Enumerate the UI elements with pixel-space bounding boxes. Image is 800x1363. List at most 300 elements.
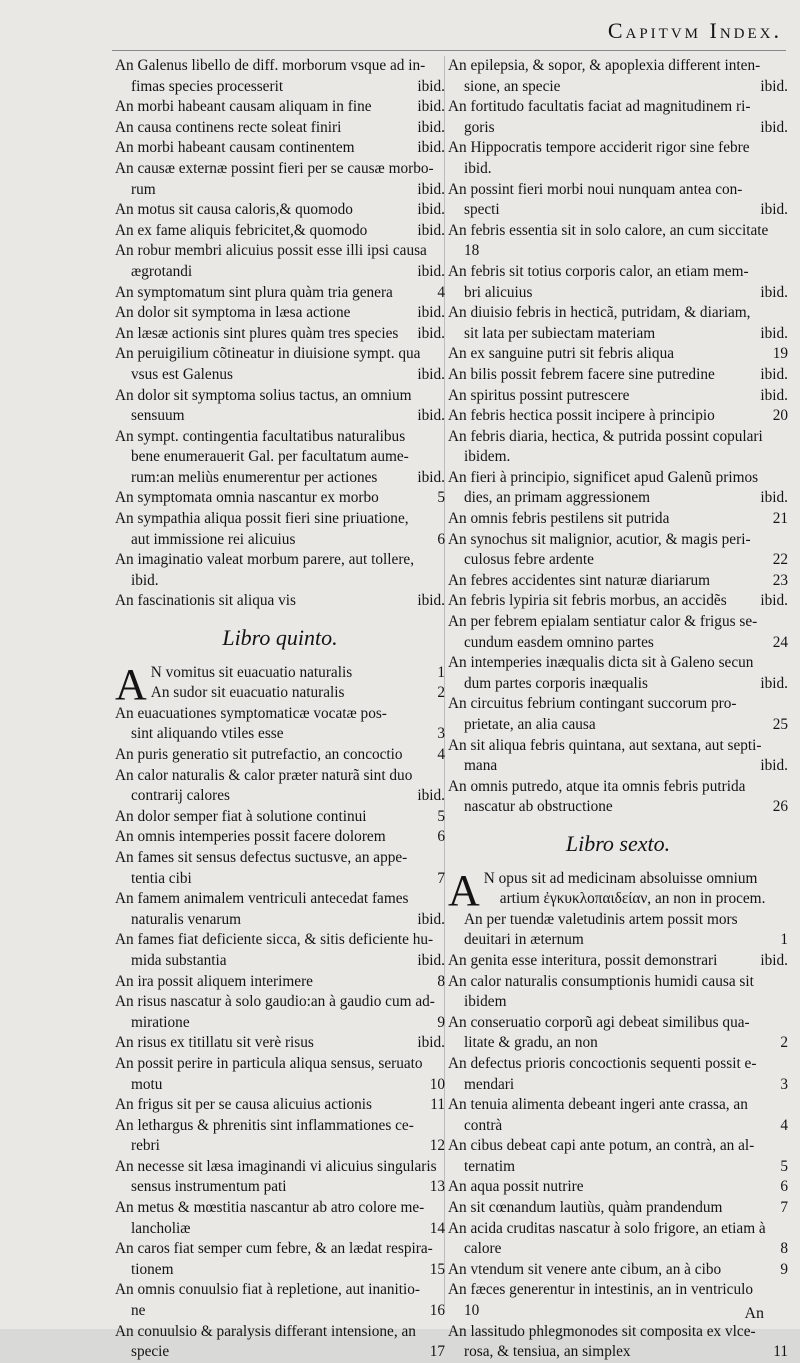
entry-line [448, 715, 788, 736]
page-ref: 4 [780, 1116, 788, 1134]
index-entry [115, 1322, 445, 1363]
entry-text: mana [464, 757, 498, 775]
entry-text: An frigus sit per se causa alicuius actionis [115, 1096, 373, 1114]
drop-cap: A [448, 865, 480, 915]
entry-text: N opus sit ad medicinam absoluisse omnium [483, 869, 758, 887]
page-ref: ibid. [417, 910, 445, 928]
page-ref: ibid. [417, 787, 445, 805]
entry-line [448, 324, 788, 345]
entry-line [448, 303, 788, 324]
entry-text: 10 [464, 1302, 480, 1320]
index-entry [448, 1095, 788, 1136]
entry-text: ternatim [464, 1157, 515, 1175]
page-ref: 4 [437, 283, 445, 301]
entry-text: ne [131, 1302, 146, 1320]
entry-text: sensus instrumentum pati [131, 1178, 287, 1196]
section-title-sexto: Libro sexto. [565, 830, 671, 856]
entry-line [448, 1260, 788, 1281]
index-entry [115, 745, 445, 766]
entry-line [115, 972, 445, 993]
entry-line [115, 488, 445, 509]
entry-line [115, 571, 445, 592]
entry-line [115, 97, 445, 118]
page-ref: ibid. [760, 674, 788, 692]
index-entry [115, 683, 445, 704]
entry-text: litate & gradu, an non [464, 1034, 598, 1052]
page-ref: 20 [772, 407, 788, 425]
entry-line [448, 386, 788, 407]
entry-text: An sympathia aliqua possit fieri sine priuatione, [115, 510, 409, 528]
page-ref: ibid. [760, 365, 788, 383]
entry-line [448, 951, 788, 972]
entry-text: ægrotandi [131, 262, 193, 280]
entry-text: An lassitudo phlegmonodes sit composita ex vlce- [448, 1322, 756, 1340]
page-ref: ibid. [417, 592, 445, 610]
entry-line [448, 674, 788, 695]
index-entry [448, 262, 788, 303]
entry-line [115, 303, 445, 324]
entry-line [448, 910, 788, 931]
entry-text: An morbi habeant causam aliquam in fine [115, 98, 372, 116]
entry-line [448, 1177, 788, 1198]
entry-text: An fortitudo facultatis faciat ad magnitudinem ri- [448, 98, 751, 116]
page-ref: ibid. [417, 304, 445, 322]
index-entry [448, 221, 788, 262]
page-ref: ibid. [417, 118, 445, 136]
entry-text: artium ἐγκυκλοπαιδείαν, an non in procem. [499, 890, 766, 908]
entry-line [115, 56, 445, 77]
index-entry [115, 1095, 445, 1116]
entry-line [448, 1342, 788, 1363]
entry-text: bri alicuius [464, 283, 533, 301]
entry-line [115, 930, 445, 951]
page-ref: 19 [772, 345, 788, 363]
page-ref: 15 [429, 1260, 445, 1278]
entry-text: An epilepsia, & sopor, & apoplexia different inten- [448, 57, 761, 74]
entry-text: nascatur ab obstructione [464, 798, 613, 816]
entry-text: An synochus sit malignior, acutior, & magis peri- [448, 530, 751, 548]
entry-line [448, 633, 788, 654]
right-entry-list [448, 56, 788, 818]
index-entry [448, 777, 788, 818]
index-entry [448, 138, 788, 179]
page-ref: 7 [780, 1199, 788, 1217]
index-entry [448, 1260, 788, 1281]
page-ref: ibid. [760, 386, 788, 404]
page-ref: ibid. [417, 98, 445, 116]
page-ref: 1 [780, 931, 788, 949]
entry-text: An ex fame aliquis febricitet,& quomodo [115, 221, 368, 239]
entry-text: An Hippocratis tempore acciderit rigor sine febre [448, 139, 750, 157]
index-entry [448, 509, 788, 530]
index-entry [115, 386, 445, 427]
entry-line [115, 550, 445, 571]
entry-line [115, 1260, 445, 1281]
entry-text: An risus ex titillatu sit verè risus [115, 1034, 314, 1052]
index-entry [115, 889, 445, 930]
entry-line [115, 447, 445, 468]
index-entry [448, 1136, 788, 1177]
entry-text: motu [131, 1075, 163, 1093]
index-entry [448, 1280, 788, 1321]
entry-line [115, 344, 445, 365]
index-entry [115, 488, 445, 509]
entry-line [115, 992, 445, 1013]
entry-text: An læsæ actionis sint plures quàm tres species [115, 324, 399, 342]
entry-line [448, 406, 788, 427]
index-entry [115, 766, 445, 807]
index-entry [448, 972, 788, 1013]
entry-line [448, 992, 788, 1013]
index-entry [448, 303, 788, 344]
entry-text: fimas species processerit [131, 77, 284, 95]
index-entry [115, 283, 445, 304]
page-ref: 6 [437, 828, 445, 846]
index-entry [448, 736, 788, 777]
index-entry [115, 591, 445, 612]
entry-text: An causa continens recte soleat finiri [115, 118, 342, 136]
entry-line [115, 1116, 445, 1137]
entry-text: mida substantia [131, 951, 227, 969]
entry-line [115, 1013, 445, 1034]
catchword: An [744, 1305, 764, 1322]
right-column [448, 56, 788, 1363]
entry-line [115, 406, 445, 427]
running-header: Capitvm Index. [607, 18, 782, 43]
index-entry [448, 365, 788, 386]
entry-line [115, 77, 445, 98]
entry-line [115, 745, 445, 766]
entry-text: An conuulsio & paralysis differant intensione, an [115, 1322, 416, 1340]
entry-text: An Galenus libello de diff. morborum vsque ad in- [115, 57, 426, 74]
entry-line [448, 1075, 788, 1096]
entry-line [448, 509, 788, 530]
entry-text: sint aliquando vtiles esse [131, 725, 284, 743]
entry-line [448, 1239, 788, 1260]
entry-text: An morbi habeant causam continentem [115, 139, 355, 157]
entry-line [115, 386, 445, 407]
entry-text: An lethargus & phrenitis sint inflammationes ce- [115, 1116, 414, 1134]
index-entry [448, 180, 788, 221]
entry-line [115, 118, 445, 139]
index-entry [115, 1239, 445, 1280]
entry-line [115, 869, 445, 890]
section-sexto [448, 865, 788, 1363]
entry-text: An febres accidentes sint naturæ diariarum [448, 571, 711, 589]
entry-text: An calor naturalis & calor præter naturã sint duo [115, 766, 413, 784]
entry-line [448, 550, 788, 571]
entry-line [115, 262, 445, 283]
page-ref: ibid. [417, 139, 445, 157]
page-ref: ibid. [417, 407, 445, 425]
entry-line [448, 1157, 788, 1178]
entry-line [115, 1322, 445, 1343]
entry-text: mendari [464, 1075, 515, 1093]
index-entry [115, 1116, 445, 1157]
entry-line [484, 869, 788, 890]
index-entry [448, 427, 788, 468]
entry-text: vsus est Galenus [131, 365, 233, 383]
entry-line [115, 1301, 445, 1322]
page-ref: 11 [773, 1343, 788, 1361]
entry-text: An dolor sit symptoma in læsa actione [115, 304, 351, 322]
entry-line [115, 1136, 445, 1157]
entry-text: An sit cœnandum lautiùs, quàm prandendum [448, 1199, 723, 1217]
page-ref: 1 [437, 663, 445, 681]
page-ref: ibid. [417, 262, 445, 280]
entry-text: An conseruatio corporũ agi debeat similibus qua- [448, 1013, 750, 1031]
entry-line [448, 694, 788, 715]
page-ref: 2 [437, 684, 445, 702]
entry-line [448, 221, 788, 242]
entry-text: rebri [131, 1137, 160, 1155]
entry-line [448, 427, 788, 448]
entry-text: An omnis intemperies possit facere dolorem [115, 828, 386, 846]
page-ref: ibid. [417, 324, 445, 342]
entry-line [448, 262, 788, 283]
entry-text: An aqua possit nutrire [448, 1178, 584, 1196]
entry-text: An fascinationis sit aliqua vis [115, 592, 296, 610]
page-ref: ibid. [760, 951, 788, 969]
page-ref: ibid. [417, 221, 445, 239]
entry-line [448, 972, 788, 993]
entry-line [448, 1322, 788, 1343]
index-entry [115, 427, 445, 489]
entry-text: An fieri à principio, significet apud Galenũ primos [448, 468, 759, 486]
index-entry [115, 704, 445, 745]
entry-text: An motus sit causa caloris,& quomodo [115, 201, 353, 219]
entry-line [484, 889, 788, 910]
page-ref: 3 [437, 725, 445, 743]
page-ref: 8 [437, 972, 445, 990]
page-ref: 26 [772, 798, 788, 816]
index-entry [115, 1280, 445, 1321]
entry-text: 18 [464, 242, 480, 260]
section-title-quinto: Libro quinto. [222, 625, 338, 651]
entry-text: tionem [131, 1260, 174, 1278]
entry-line [115, 1157, 445, 1178]
left-column [115, 56, 445, 1363]
entry-text: An per febrem epialam sentiatur calor & frigus se- [448, 613, 758, 631]
entry-line [115, 468, 445, 489]
entry-line [115, 1054, 445, 1075]
entry-text: An calor naturalis consumptionis humidi causa sit [448, 972, 754, 990]
index-entry [448, 1322, 788, 1363]
page-ref: 4 [437, 746, 445, 763]
page-ref: ibid. [760, 283, 788, 301]
entry-line [115, 704, 445, 725]
entry-text: rum:an meliùs enumerentur per actiones [131, 468, 378, 486]
index-entry [115, 1198, 445, 1239]
entry-line [115, 786, 445, 807]
page-ref: 9 [437, 1013, 445, 1031]
page-ref: ibid. [417, 468, 445, 486]
page-ref: ibid. [760, 118, 788, 136]
index-entry [115, 138, 445, 159]
entry-line [448, 756, 788, 777]
page-ref: 23 [772, 571, 788, 589]
entry-text: contrarij calores [131, 787, 230, 805]
page-ref: 16 [429, 1302, 445, 1320]
page-ref: 17 [429, 1343, 445, 1361]
page-ref: ibid. [417, 1034, 445, 1052]
page-ref: ibid. [417, 201, 445, 219]
entry-text: deuitari in æternum [464, 931, 584, 949]
entry-line [115, 221, 445, 242]
header-rule [112, 50, 786, 51]
index-entry [448, 1198, 788, 1219]
entry-line [448, 200, 788, 221]
entry-text: An caros fiat semper cum febre, & an lædat respira- [115, 1240, 433, 1258]
entry-text: An diuisio febris in hecticã, putridam, & diariam, [448, 304, 751, 322]
entry-line [115, 951, 445, 972]
page-ref: ibid. [760, 489, 788, 507]
index-entry [115, 930, 445, 971]
entry-text: An vtendum sit venere ante cibum, an à cibo [448, 1260, 722, 1278]
entry-text: aut immissione rei alicuius [131, 530, 296, 548]
entry-line [115, 827, 445, 848]
index-entry [448, 1177, 788, 1198]
page-ref: 11 [430, 1096, 445, 1114]
entry-line [115, 1280, 445, 1301]
entry-text: dum partes corporis inæqualis [464, 674, 648, 692]
entry-line [448, 344, 788, 365]
index-entry [115, 992, 445, 1033]
entry-line [448, 1054, 788, 1075]
index-entry [115, 972, 445, 993]
entry-line [448, 1198, 788, 1219]
entry-line [115, 1219, 445, 1240]
page-ref: 9 [780, 1260, 788, 1278]
index-entry [115, 1054, 445, 1095]
entry-line [115, 324, 445, 345]
index-entry [115, 241, 445, 282]
entry-line [448, 56, 788, 77]
index-entry [448, 344, 788, 365]
entry-text: An imaginatio valeat morbum parere, aut tollere, [115, 551, 415, 569]
index-entry [448, 530, 788, 571]
page-ref: 10 [429, 1075, 445, 1093]
entry-text: An fames fiat deficiente sicca, & sitis deficiente hu- [115, 931, 434, 949]
page-ref: ibid. [417, 77, 445, 95]
index-entry [448, 386, 788, 407]
entry-line [115, 1095, 445, 1116]
entry-text: An peruigilium cõtineatur in diuisione sympt. qua [115, 345, 421, 363]
entry-line [151, 663, 445, 684]
entry-text: naturalis venarum [131, 910, 242, 928]
entry-text: An fames sit sensus defectus suctusve, an appe- [115, 848, 408, 866]
page-ref: 6 [437, 530, 445, 548]
entry-text: An causæ externæ possint fieri per se causæ morbo- [115, 159, 434, 177]
index-entry [115, 807, 445, 828]
entry-line [115, 1239, 445, 1260]
entry-line [115, 889, 445, 910]
section-sexto-entries [448, 865, 788, 1363]
entry-text: goris [464, 118, 495, 136]
entry-line [448, 1116, 788, 1137]
entry-line [448, 797, 788, 818]
page-ref: 5 [437, 807, 445, 825]
page-ref: ibid. [417, 365, 445, 383]
index-entry [448, 406, 788, 427]
entry-line [448, 1095, 788, 1116]
entry-text: An possit perire in particula aliqua sensus, seruato [115, 1054, 423, 1072]
entry-line [448, 591, 788, 612]
entry-text: culosus febre ardente [464, 551, 594, 569]
entry-line [448, 530, 788, 551]
entry-text: specti [464, 201, 500, 219]
section-quinto [115, 659, 445, 1363]
entry-text: An risus nascatur à solo gaudio:an à gaudio cum ad- [115, 993, 435, 1011]
index-entry [448, 468, 788, 509]
entry-text: An ex sanguine putri sit febris aliqua [448, 345, 675, 363]
entry-line [115, 1342, 445, 1363]
entry-text: prietate, an alia causa [464, 716, 596, 733]
entry-text: An omnis putredo, atque ita omnis febris putrida [448, 777, 746, 795]
entry-text: An dolor sit symptoma solius tactus, an omnium [115, 386, 412, 404]
entry-text: sensuum [131, 407, 185, 425]
index-entry [448, 694, 788, 735]
page-ref: 14 [429, 1219, 445, 1237]
entry-text: bene enumerauerit Gal. per facultatum aume- [131, 448, 409, 466]
entry-text: An febris essentia sit in solo calore, an cum siccitate [448, 221, 769, 239]
index-entry [448, 612, 788, 653]
entry-line [448, 736, 788, 757]
entry-line [115, 530, 445, 551]
index-entry [448, 865, 788, 951]
entry-text: An febris hectica possit incipere à principio [448, 407, 715, 425]
index-entry [448, 591, 788, 612]
entry-text: An spiritus possint putrescere [448, 386, 630, 404]
entry-line [448, 118, 788, 139]
entry-line [115, 1198, 445, 1219]
page-ref: 2 [780, 1034, 788, 1052]
index-entry [448, 1219, 788, 1260]
index-entry [448, 571, 788, 592]
entry-line [448, 1136, 788, 1157]
entry-line [115, 807, 445, 828]
entry-text: An sudor sit euacuatio naturalis [150, 684, 345, 702]
entry-line [448, 1280, 788, 1301]
entry-line [448, 488, 788, 509]
entry-text: An necesse sit læsa imaginandi vi alicuius singularis [115, 1157, 437, 1175]
entry-text: An famem animalem ventriculi antecedat fames [115, 890, 409, 908]
entry-line [115, 1177, 445, 1198]
index-entry [448, 951, 788, 972]
entry-text: An symptomatum sint plura quàm tria genera [115, 283, 393, 301]
entry-text: ibidem. [464, 448, 511, 466]
page-ref: 13 [429, 1178, 445, 1196]
entry-line [151, 683, 445, 704]
entry-text: An febris lypiria sit febris morbus, an accidẽs [448, 592, 727, 610]
drop-cap: A [115, 659, 147, 709]
entry-line [115, 509, 445, 530]
entry-line [115, 283, 445, 304]
entry-line [115, 1075, 445, 1096]
entry-text: An intemperies inæqualis dicta sit à Galeno secun [448, 654, 754, 672]
entry-line [115, 200, 445, 221]
page-ref: 12 [429, 1137, 445, 1155]
page-ref: 8 [780, 1240, 788, 1258]
page-ref: ibid. [760, 324, 788, 342]
entry-text: An circuitus febrium contingant succorum pro- [448, 695, 737, 713]
entry-text: An cibus debeat capi ante potum, an contrà, an al- [448, 1137, 755, 1155]
entry-text: An fæces generentur in intestinis, an in ventriculo [448, 1281, 754, 1299]
page-ref: ibid. [417, 180, 445, 198]
entry-text: An puris generatio sit putrefactio, an concoctio [115, 746, 403, 763]
entry-line [115, 910, 445, 931]
entry-line [115, 724, 445, 745]
